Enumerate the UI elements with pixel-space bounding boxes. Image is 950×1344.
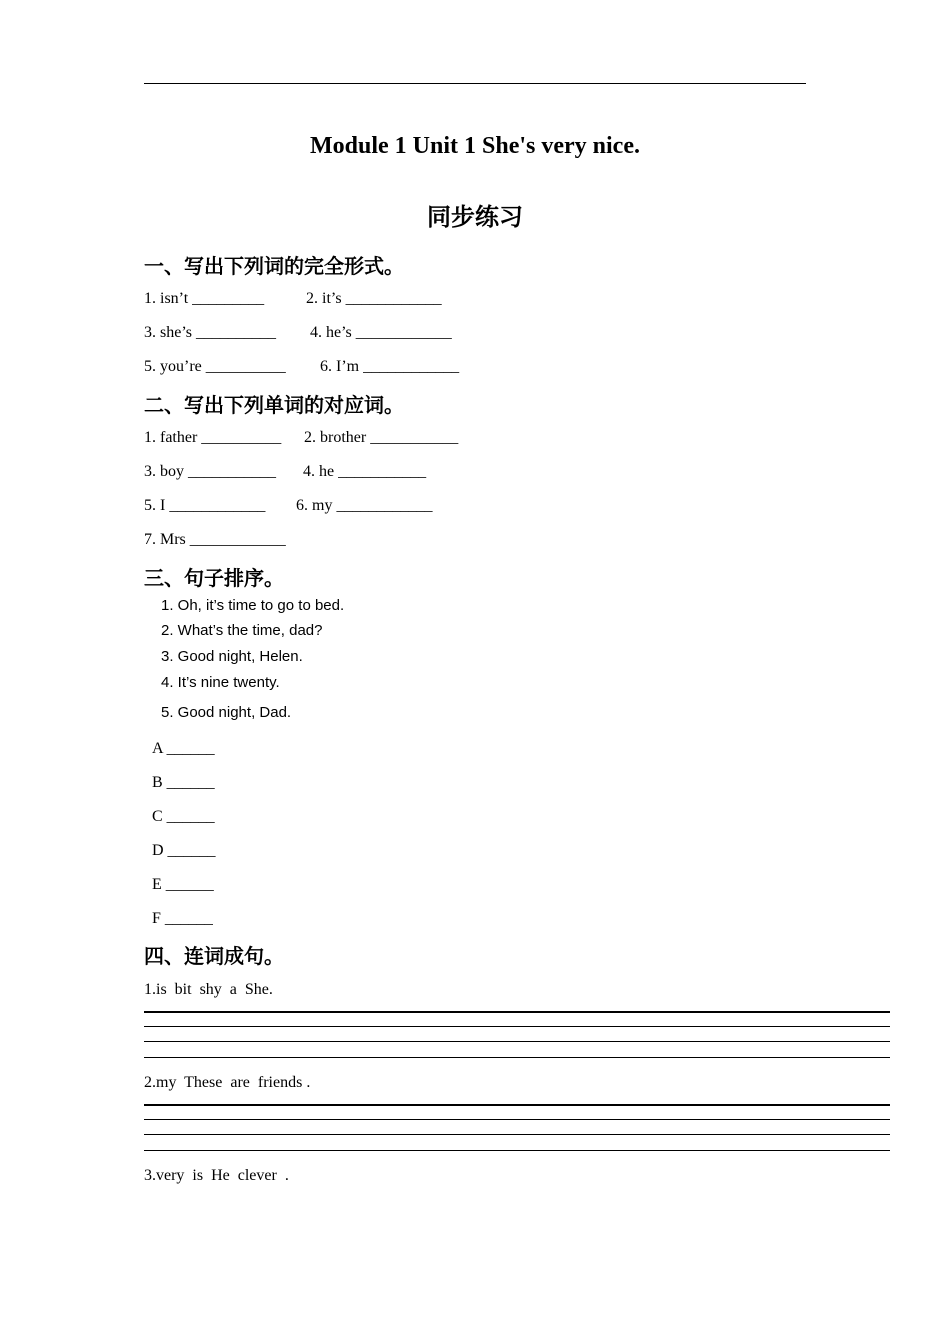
s2-item-6: 6. my ____________ — [296, 497, 433, 514]
section-1-heading: 一、写出下列词的完全形式。 — [144, 254, 404, 278]
section-3-heading: 三、句子排序。 — [144, 566, 284, 590]
answer-line — [144, 1134, 890, 1135]
answer-line — [144, 1026, 890, 1027]
s3-answer-a: A ______ — [152, 740, 215, 757]
answer-line — [144, 1150, 890, 1151]
s4-item-3: 3.very is He clever . — [144, 1167, 289, 1184]
s3-answer-f: F ______ — [152, 910, 213, 927]
s3-answer-b: B ______ — [152, 774, 215, 791]
answer-line — [144, 1041, 890, 1042]
s1-item-5: 5. you’re __________ — [144, 358, 286, 375]
s2-item-7: 7. Mrs ____________ — [144, 531, 286, 548]
s3-sentence-3: 3. Good night, Helen. — [161, 648, 303, 665]
answer-line — [144, 1104, 890, 1106]
section-4-heading: 四、连词成句。 — [144, 944, 284, 968]
page-subtitle: 同步练习 — [427, 203, 523, 231]
page-title: Module 1 Unit 1 She's very nice. — [310, 133, 640, 159]
s2-item-1: 1. father __________ — [144, 429, 282, 446]
s1-item-1: 1. isn’t _________ — [144, 290, 265, 307]
s1-item-4: 4. he’s ____________ — [310, 324, 452, 341]
answer-line — [144, 1119, 890, 1120]
s1-item-3: 3. she’s __________ — [144, 324, 276, 341]
answer-line — [144, 1057, 890, 1058]
answer-line — [144, 1011, 890, 1013]
header-rule — [144, 83, 806, 84]
s3-answer-c: C ______ — [152, 808, 215, 825]
s3-sentence-1: 1. Oh, it’s time to go to bed. — [161, 597, 345, 614]
s1-item-2: 2. it’s ____________ — [306, 290, 442, 307]
s3-answer-d: D ______ — [152, 842, 216, 859]
s2-item-2: 2. brother ___________ — [304, 429, 459, 446]
s3-sentence-2: 2. What’s the time, dad? — [161, 622, 323, 639]
section-2-heading: 二、写出下列单词的对应词。 — [144, 393, 404, 417]
s3-sentence-4: 4. It’s nine twenty. — [161, 674, 280, 691]
s2-item-4: 4. he ___________ — [303, 463, 427, 480]
s2-item-3: 3. boy ___________ — [144, 463, 276, 480]
s4-item-1: 1.is bit shy a She. — [144, 981, 273, 998]
s3-answer-e: E ______ — [152, 876, 214, 893]
s3-sentence-5: 5. Good night, Dad. — [161, 704, 292, 721]
s1-item-6: 6. I’m ____________ — [320, 358, 460, 375]
s4-item-2: 2.my These are friends . — [144, 1074, 311, 1091]
s2-item-5: 5. I ____________ — [144, 497, 266, 514]
